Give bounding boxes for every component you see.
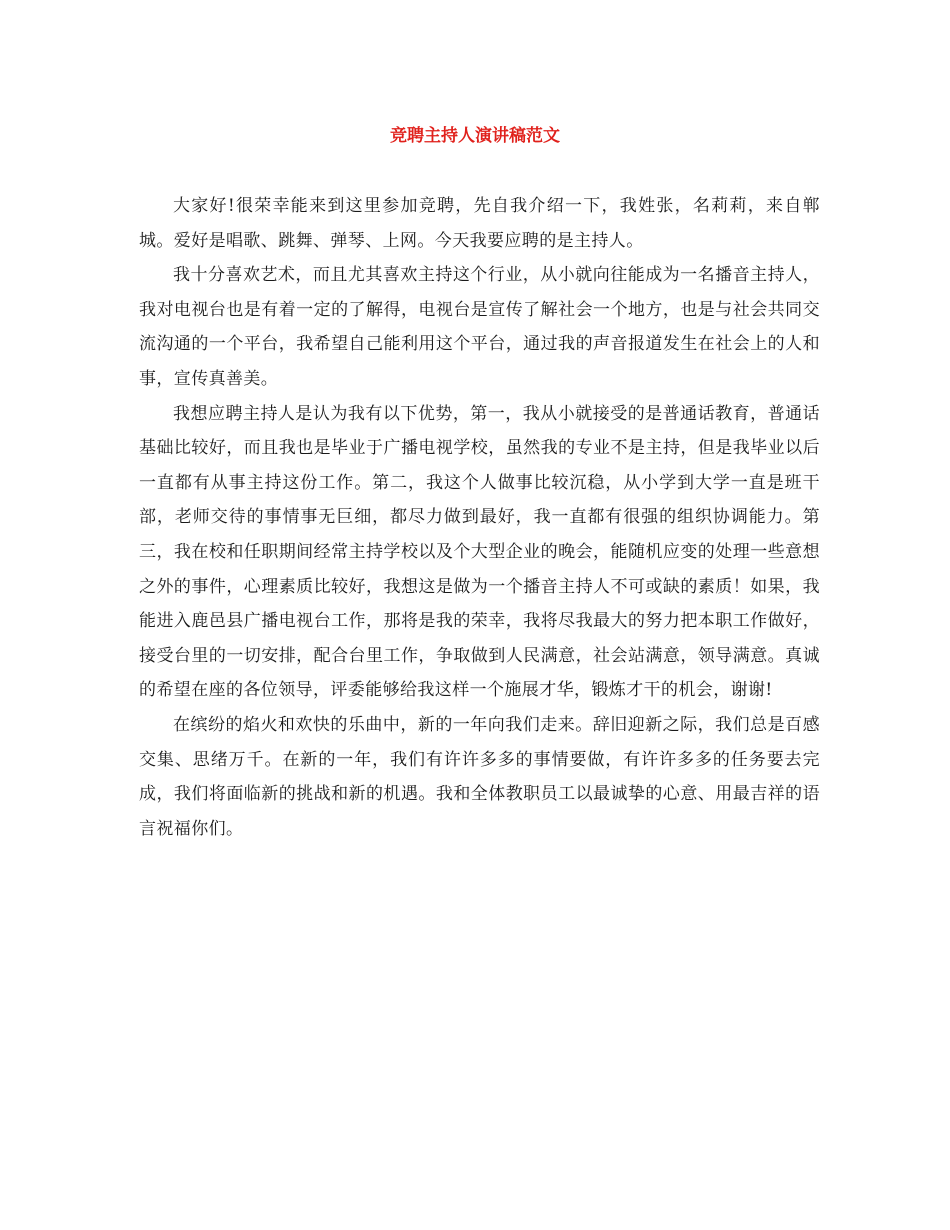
paragraph-4: 在缤纷的焰火和欢快的乐曲中，新的一年向我们走来。辞旧迎新之际，我们总是百感交集、思绪万千。在新的一年，我们有许许多多的事情要做，有许许多多的任务要去完成，我们将面临新的挑战和新的机遇。我和全体教职员工以最诚挚的心意、用最吉祥的语言祝福你们。 <box>139 714 820 839</box>
paragraph-3: 我想应聘主持人是认为我有以下优势，第一，我从小就接受的是普通话教育，普通话基础比较好，而且我也是毕业于广播电视学校，虽然我的专业不是主持，但是我毕业以后一直都有从事主持这份工作。第二，我这个人做事比较沉稳，从小学到大学一直是班干部，老师交待的事情事无巨细，都尽力做到最好，我一直都有很强的组织协调能力。第三，我在校和任职期间经常主持学校以及个大型企业的晚会，能随机应变的处理一些意想之外的事件，心理素质比较好，我想这是做为一个播音主持人不可或缺的素质！如果，我能进入鹿邑县广播电视台工作，那将是我的荣幸，我将尽我最大的努力把本职工作做好，接受台里的一切安排，配合台里工作，争取做到人民满意，社会站满意，领导满意。真诚的希望在座的各位领导，评委能够给我这样一个施展才华，锻炼才干的机会，谢谢! <box>139 403 820 701</box>
document-body <box>139 189 820 846</box>
document-title: 竞聘主持人演讲稿范文 <box>390 126 560 146</box>
paragraph-1: 大家好!很荣幸能来到这里参加竞聘，先自我介绍一下，我姓张，名莉莉，来自郸城。爱好是唱歌、跳舞、弹琴、上网。今天我要应聘的是主持人。 <box>139 196 820 251</box>
paragraph-2: 我十分喜欢艺术，而且尤其喜欢主持这个行业，从小就向往能成为一名播音主持人，我对电视台也是有着一定的了解得，电视台是宣传了解社会一个地方，也是与社会共同交流沟通的一个平台，我希望自己能利用这个平台，通过我的声音报道发生在社会上的人和事，宣传真善美。 <box>139 265 820 389</box>
